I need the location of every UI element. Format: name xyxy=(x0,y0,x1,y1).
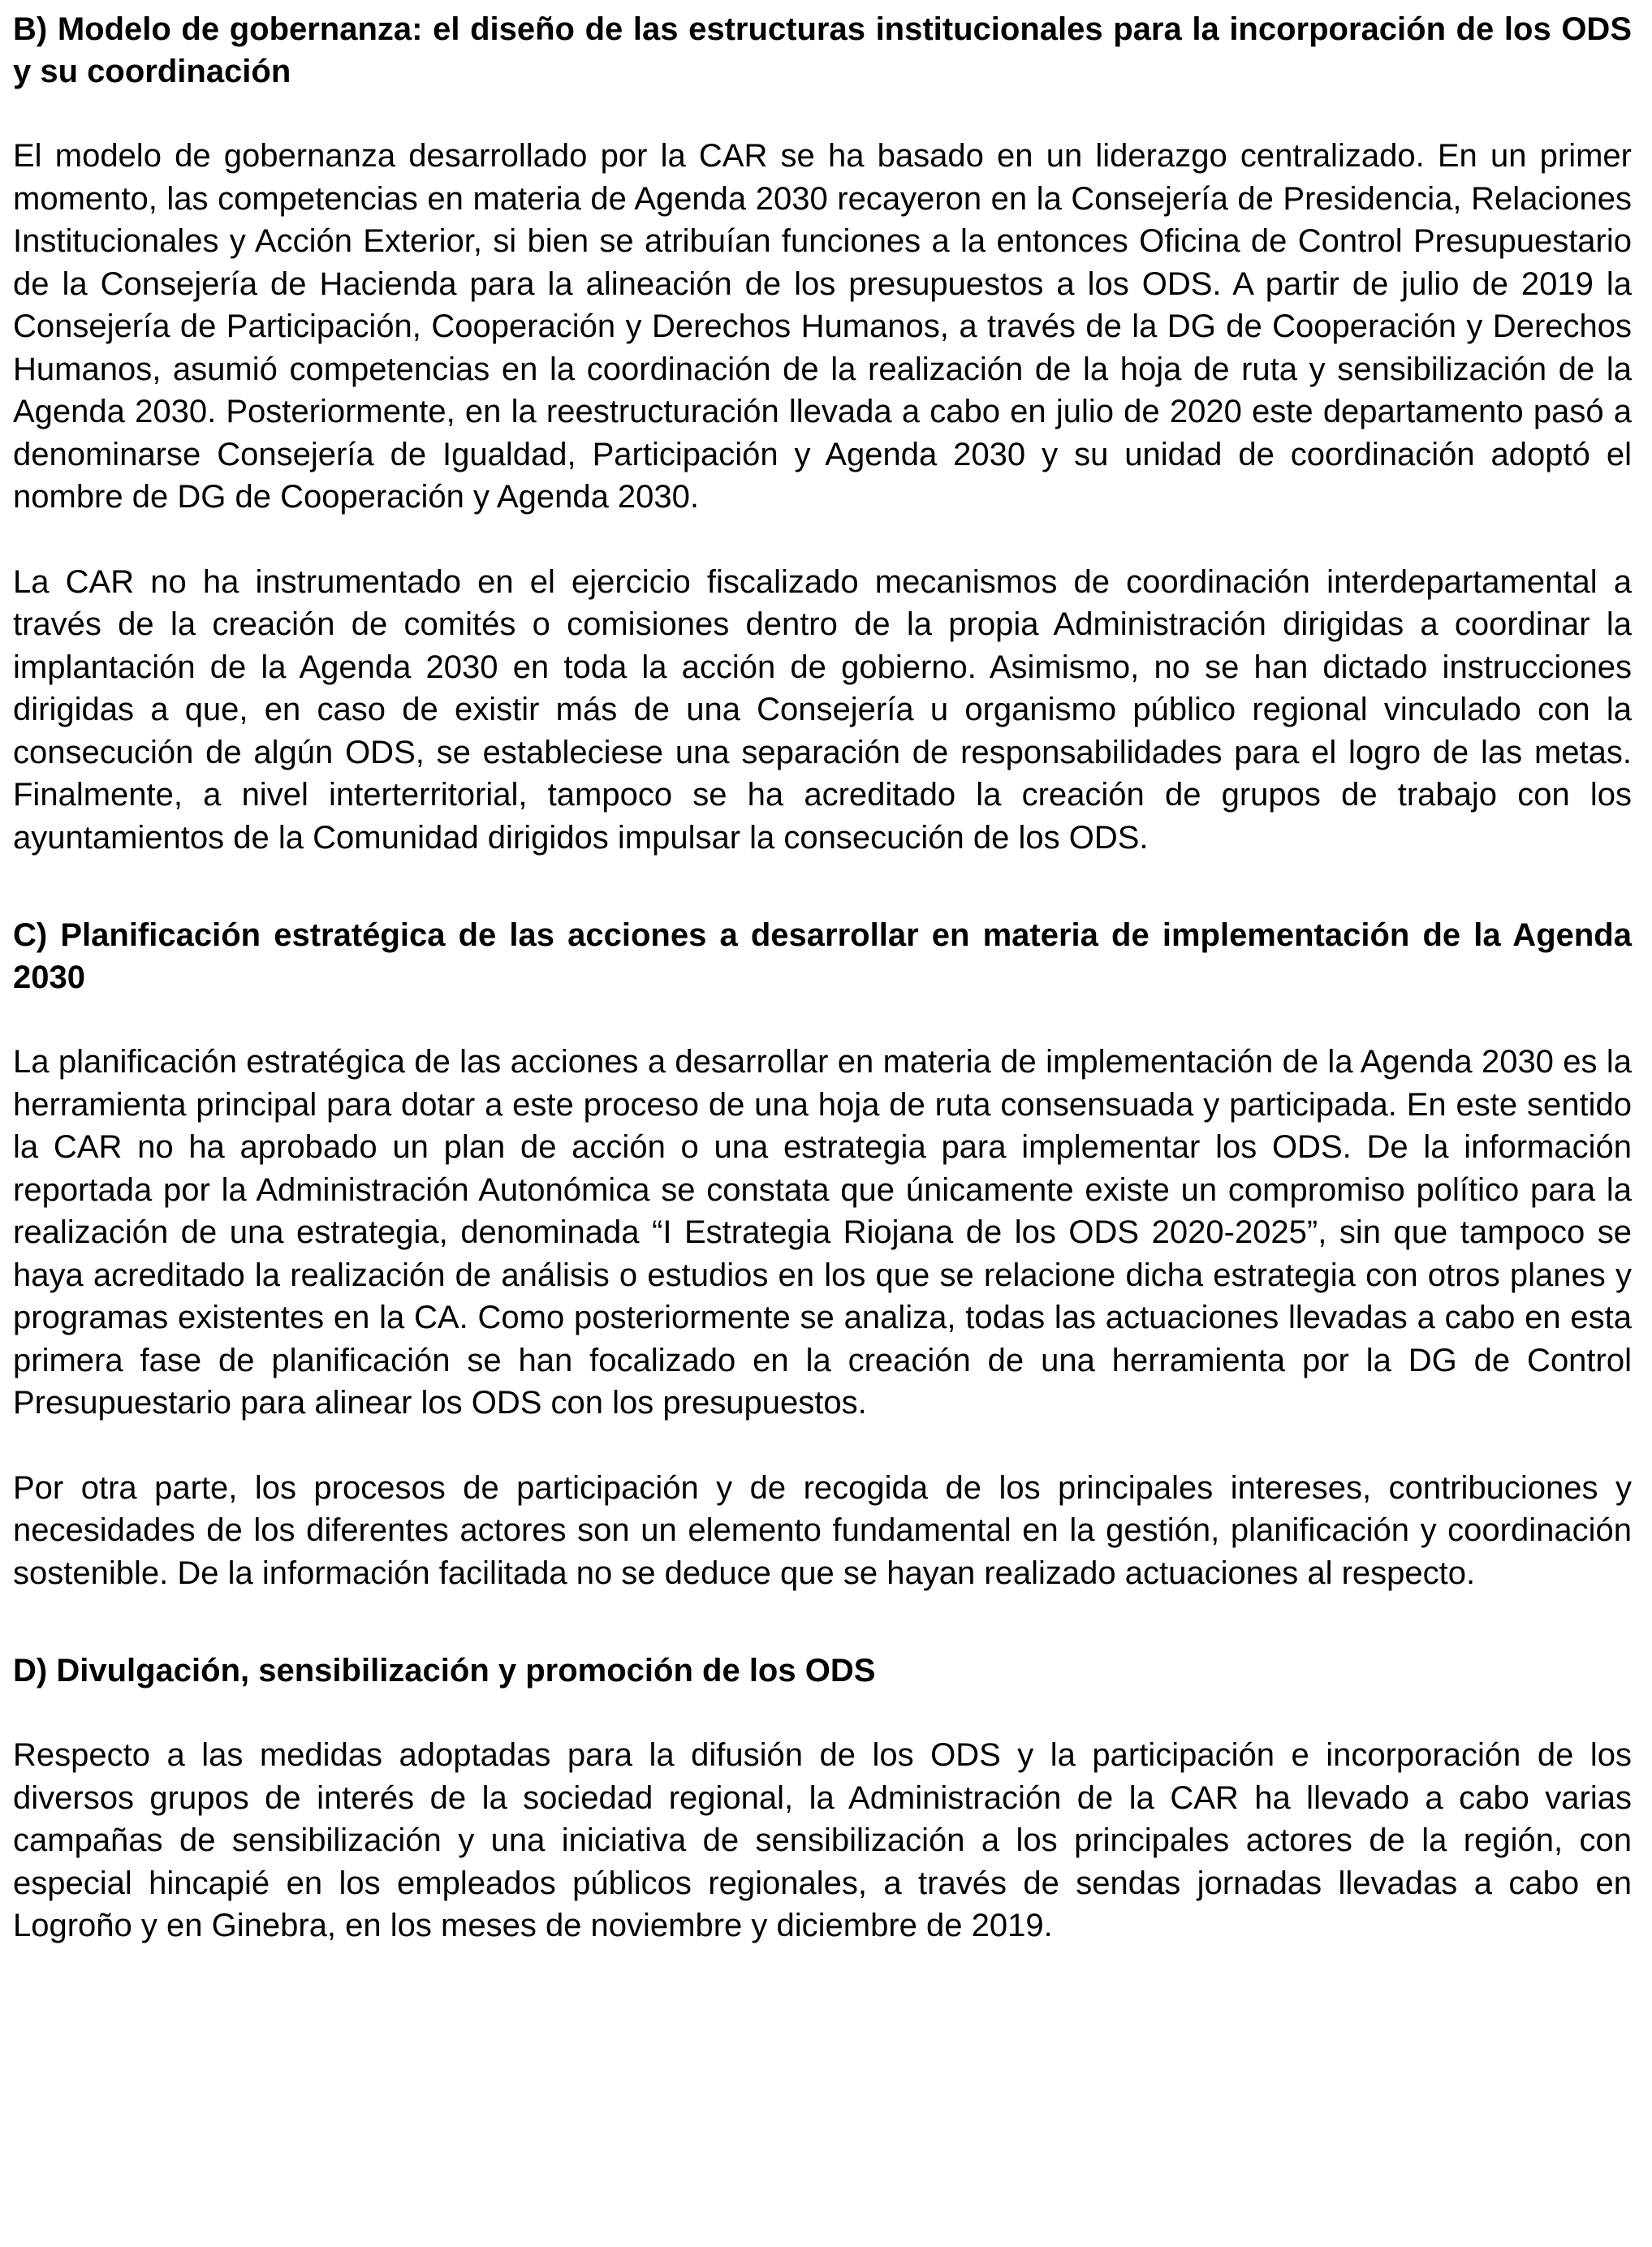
section-heading-c: C) Planificación estratégica de las acciones a desarrollar en materia de implementación de la Agenda 2030 xyxy=(13,917,1632,995)
section-b xyxy=(13,8,1632,859)
section-heading-d: D) Divulgación, sensibilización y promoción de los ODS xyxy=(13,1653,876,1688)
section-d xyxy=(13,1650,1632,1947)
section-heading-b: B) Modelo de gobernanza: el diseño de las estructuras institucionales para la incorporación de los ODS y su coordinación xyxy=(13,11,1632,89)
paragraph-d-1: Respecto a las medidas adoptadas para la difusión de los ODS y la participación e incorporación de los diversos grupos de interés de la sociedad regional, la Administración de la CAR ha llevado a cabo varias campañas de sensibilización y una iniciativa de sensibilización a los principales actores de la región, con especial hincapié en los empleados públicos regionales, a través de sendas jornadas llevadas a cabo en Logroño y en Ginebra, en los meses de noviembre y diciembre de 2019. xyxy=(13,1737,1632,1943)
paragraph-c-2: Por otra parte, los procesos de participación y de recogida de los principales intereses, contribuciones y necesidades de los diferentes actores son un elemento fundamental en la gestión, planificación y coordinación sostenible. De la información facilitada no se deduce que se hayan realizado actuaciones al respecto. xyxy=(13,1469,1632,1591)
paragraph-c-1: La planificación estratégica de las acciones a desarrollar en materia de implementación de la Agenda 2030 es la herramienta principal para dotar a este proceso de una hoja de ruta consensuada y participada. En este sentido la CAR no ha aprobado un plan de acción o una estrategia para implementar los ODS. De la información reportada por la Administración Autonómica se constata que únicamente existe un compromiso político para la realización de una estrategia, denominada “I Estrategia Riojana de los ODS 2020-2025”, sin que tampoco se haya acreditado la realización de análisis o estudios en los que se relacione dicha estrategia con otros planes y programas existentes en la CA. Como posteriormente se analiza, todas las actuaciones llevadas a cabo en esta primera fase de planificación se han focalizado en la creación de una herramienta por la DG de Control Presupuestario para alinear los ODS con los presupuestos. xyxy=(13,1044,1632,1421)
paragraph-b-2: La CAR no ha instrumentado en el ejercicio fiscalizado mecanismos de coordinación interdepartamental a través de la creación de comités o comisiones dentro de la propia Administración dirigidas a coordinar la implantación de la Agenda 2030 en toda la acción de gobierno. Asimismo, no se han dictado instrucciones dirigidas a que, en caso de existir más de una Consejería u organismo público regional vinculado con la consecución de algún ODS, se estableciese una separación de responsabilidades para el logro de las metas. Finalmente, a nivel interterritorial, tampoco se ha acreditado la creación de grupos de trabajo con los ayuntamientos de la Comunidad dirigidos impulsar la consecución de los ODS. xyxy=(13,563,1632,856)
document-page xyxy=(13,8,1632,1947)
paragraph-b-1: El modelo de gobernanza desarrollado por la CAR se ha basado en un liderazgo centralizado. En un primer momento, las competencias en materia de Agenda 2030 recayeron en la Consejería de Presidencia, Relaciones Institucionales y Acción Exterior, si bien se atribuían funciones a la entonces Oficina de Control Presupuestario de la Consejería de Hacienda para la alineación de los presupuestos a los ODS. A partir de julio de 2019 la Consejería de Participación, Cooperación y Derechos Humanos, a través de la DG de Cooperación y Derechos Humanos, asumió competencias en la coordinación de la realización de la hoja de ruta y sensibilización de la Agenda 2030. Posteriormente, en la reestructuración llevada a cabo en julio de 2020 este departamento pasó a denominarse Consejería de Igualdad, Participación y Agenda 2030 y su unidad de coordinación adoptó el nombre de DG de Cooperación y Agenda 2030. xyxy=(13,138,1632,515)
section-c xyxy=(13,914,1632,1594)
